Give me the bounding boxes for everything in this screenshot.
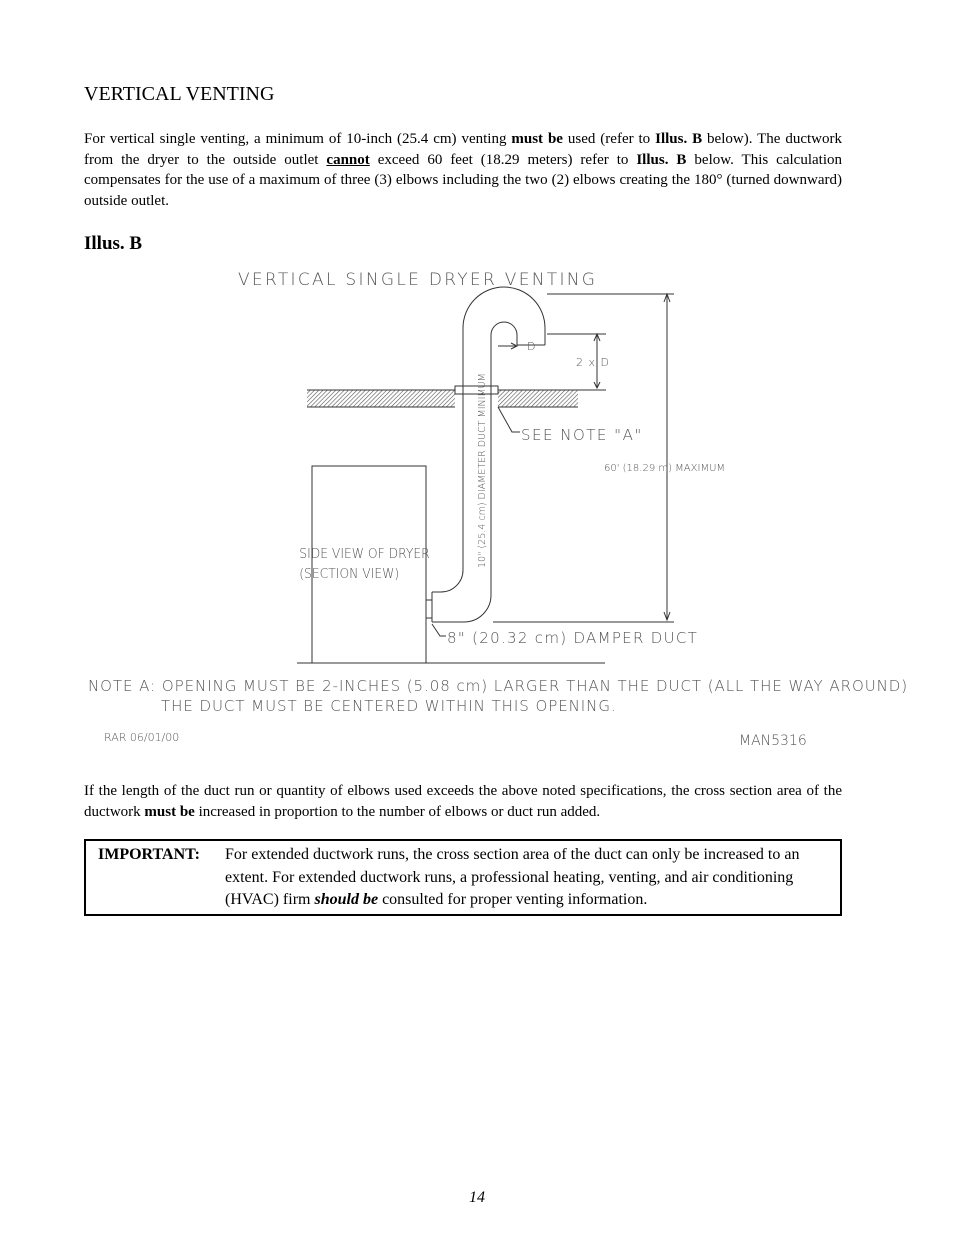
important-text: For extended ductwork runs, the cross section area of the duct can only be increased to an extent. For extended ductwork runs, a professional heating, venting, and air conditioning (HVAC) firm should be consulted for proper venting information.	[225, 846, 800, 908]
section-title: VERTICAL VENTING	[84, 83, 275, 105]
vertical-duct	[432, 287, 545, 622]
dryer-label-line-2: (SECTION VIEW)	[299, 565, 400, 582]
rar-date: RAR 06/01/00	[104, 731, 180, 744]
two-d-label: 2 x D	[576, 356, 610, 369]
d-dimension-label: D	[527, 340, 536, 353]
important-box	[84, 839, 842, 916]
note-a-line-1: NOTE A: OPENING MUST BE 2-INCHES (5.08 cm) LARGER THAN THE DUCT (ALL THE WAY AROUND)	[88, 677, 909, 695]
important-label: IMPORTANT:	[98, 846, 200, 863]
dryer-label-line-1: SIDE VIEW OF DRYER	[299, 545, 430, 562]
drawing-number: MAN5316	[739, 733, 807, 749]
illustration-label: Illus. B	[84, 233, 143, 254]
duct-diameter-label: 10" (25.4 cm) DIAMETER DUCT MINIMUM	[477, 373, 488, 568]
intro-paragraph: For vertical single venting, a minimum of 10-inch (25.4 cm) venting must be used (refer to Illus. B below). The ductwork from the dryer to the outside outlet cannot exceed 60 feet (18.29 meters) refer to Illus. B below. This calculation compensates for the use of a maximum of three (3) elbows including the two (2) elbows creating the 180° (turned downward) outside outlet.	[84, 131, 843, 210]
page-number: 14	[469, 1189, 485, 1206]
note-a-line-2: THE DUCT MUST BE CENTERED WITHIN THIS OPENING.	[161, 697, 617, 715]
after-paragraph: If the length of the duct run or quantity of elbows used exceeds the above noted specifications, the cross section area of the ductwork must be increased in proportion to the number of elbows or duct run added.	[84, 783, 842, 820]
max-length-label: 60' (18.29 m) MAXIMUM	[604, 463, 726, 474]
diagram-title: VERTICAL SINGLE DRYER VENTING	[238, 270, 598, 290]
roof-hatch-right	[498, 390, 578, 407]
roof-hatch-left	[307, 390, 455, 407]
dryer-side-view	[312, 466, 426, 663]
damper-duct-label: 8" (20.32 cm) DAMPER DUCT	[447, 629, 699, 647]
see-note-label: SEE NOTE "A"	[521, 426, 643, 444]
